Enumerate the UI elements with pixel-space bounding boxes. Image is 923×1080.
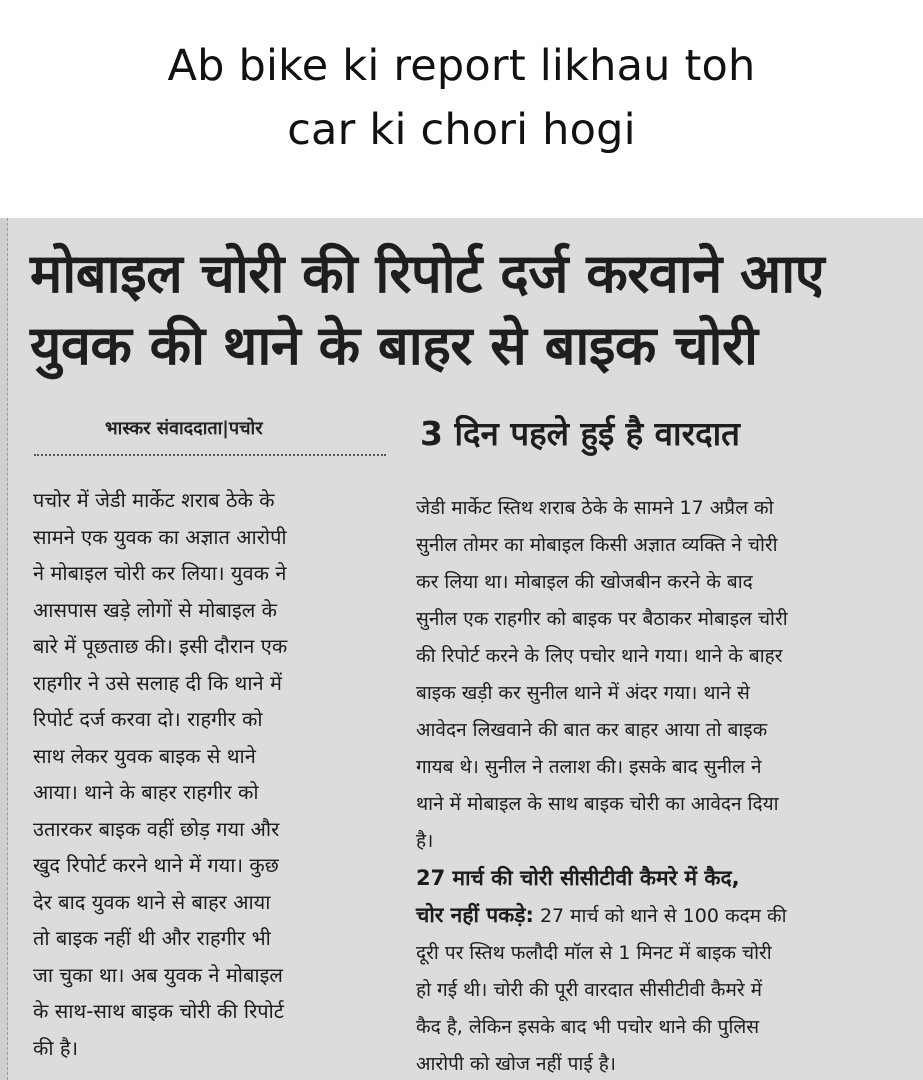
left-line: सामने एक युवक का अज्ञात आरोपी [33, 524, 287, 549]
left-line: की है। [33, 1035, 79, 1060]
left-line: जा चुका था। अब युवक ने मोबाइल [33, 962, 283, 987]
headline-line-2: युवक की थाने के बाहर से बाइक चोरी [30, 314, 758, 377]
right-line: कैद है, लेकिन इसके बाद भी पचोर थाने की पुलिस [416, 1016, 760, 1038]
left-line: उतारकर बाइक वहीं छोड़ गया और [33, 816, 280, 841]
right-column [416, 490, 910, 1080]
torn-edge [0, 218, 8, 1080]
left-line: रिपोर्ट दर्ज करवा दो। राहगीर को [33, 707, 263, 731]
left-line: तो बाइक नहीं थी और राहगीर भी [33, 926, 271, 950]
byline: भास्कर संवाददाता|पचोर [105, 418, 263, 439]
left-line: आया। थाने के बाहर राहगीर को [33, 780, 259, 804]
right-line: थाने में मोबाइल के साथ बाइक चोरी का आवेदन दिया [416, 793, 779, 815]
right-line: है। [416, 830, 434, 852]
left-column [33, 482, 388, 1066]
right-line: बाइक खड़ी कर सुनील थाने में अंदर गया। थाने से [416, 682, 750, 704]
newspaper-clipping [0, 218, 923, 1080]
right-line: सुनील एक राहगीर को बाइक पर बैठाकर मोबाइल चोरी [416, 608, 788, 630]
cctv-subhead: 27 मार्च की चोरी सीसीटीवी कैमरे में कैद, [416, 866, 740, 890]
caption-line-2: car ki chori hogi [287, 105, 636, 155]
right-line: आरोपी को खोज नहीं पाई है। [416, 1053, 616, 1075]
sub-headline: 3 दिन पहले हुई है वारदात [420, 414, 740, 453]
headline-line-1: मोबाइल चोरी की रिपोर्ट दर्ज करवाने आए [30, 242, 825, 305]
dotted-divider [34, 454, 386, 456]
left-line: खुद रिपोर्ट करने थाने में गया। कुछ [33, 853, 279, 877]
right-line: कर लिया था। मोबाइल की खोजबीन करने के बाद [416, 571, 753, 593]
caption-line-1: Ab bike ki report likhau toh [167, 41, 756, 91]
left-line: के साथ-साथ बाइक चोरी की रिपोर्ट [33, 999, 284, 1023]
left-line: बारे में पूछताछ की। इसी दौरान एक [33, 634, 288, 658]
right-line [416, 897, 910, 935]
cctv-subhead-2: चोर नहीं पकड़े: [416, 903, 534, 927]
right-line: दूरी पर स्तिथ फलौदी मॉल से 1 मिनट में बाइक चोरी [416, 942, 772, 964]
left-line: आसपास खड़े लोगों से मोबाइल के [33, 597, 278, 622]
right-line: हो गई थी। चोरी की पूरी वारदात सीसीटीवी कैमरे में [416, 979, 763, 1001]
left-line: पचोर में जेडी मार्केट शराब ठेके के [33, 488, 275, 512]
right-line: जेडी मार्केट स्तिथ शराब ठेके के सामने 17 अप्रैल को [416, 497, 774, 519]
left-line: राहगीर ने उसे सलाह दी कि थाने में [33, 670, 282, 695]
right-paragraph-2 [416, 860, 910, 1080]
left-line: ने मोबाइल चोरी कर लिया। युवक ने [33, 561, 287, 585]
right-line: सुनील तोमर का मोबाइल किसी अज्ञात व्यक्ति ने चोरी [416, 534, 778, 556]
left-line: साथ लेकर युवक बाइक से थाने [33, 743, 256, 768]
right-line: आवेदन लिखवाने की बात कर बाहर आया तो बाइक [416, 719, 768, 741]
right-line: गायब थे। सुनील ने तलाश की। इसके बाद सुनील ने [416, 756, 762, 778]
right-paragraph-1 [416, 490, 910, 860]
right-line-rest: 27 मार्च को थाने से 100 कदम की [533, 905, 787, 927]
right-line: की रिपोर्ट करने के लिए पचोर थाने गया। थाने के बाहर [416, 645, 783, 667]
article-headline [30, 238, 910, 382]
meme-caption [0, 0, 923, 218]
left-line: देर बाद युवक थाने से बाहर आया [33, 889, 271, 914]
